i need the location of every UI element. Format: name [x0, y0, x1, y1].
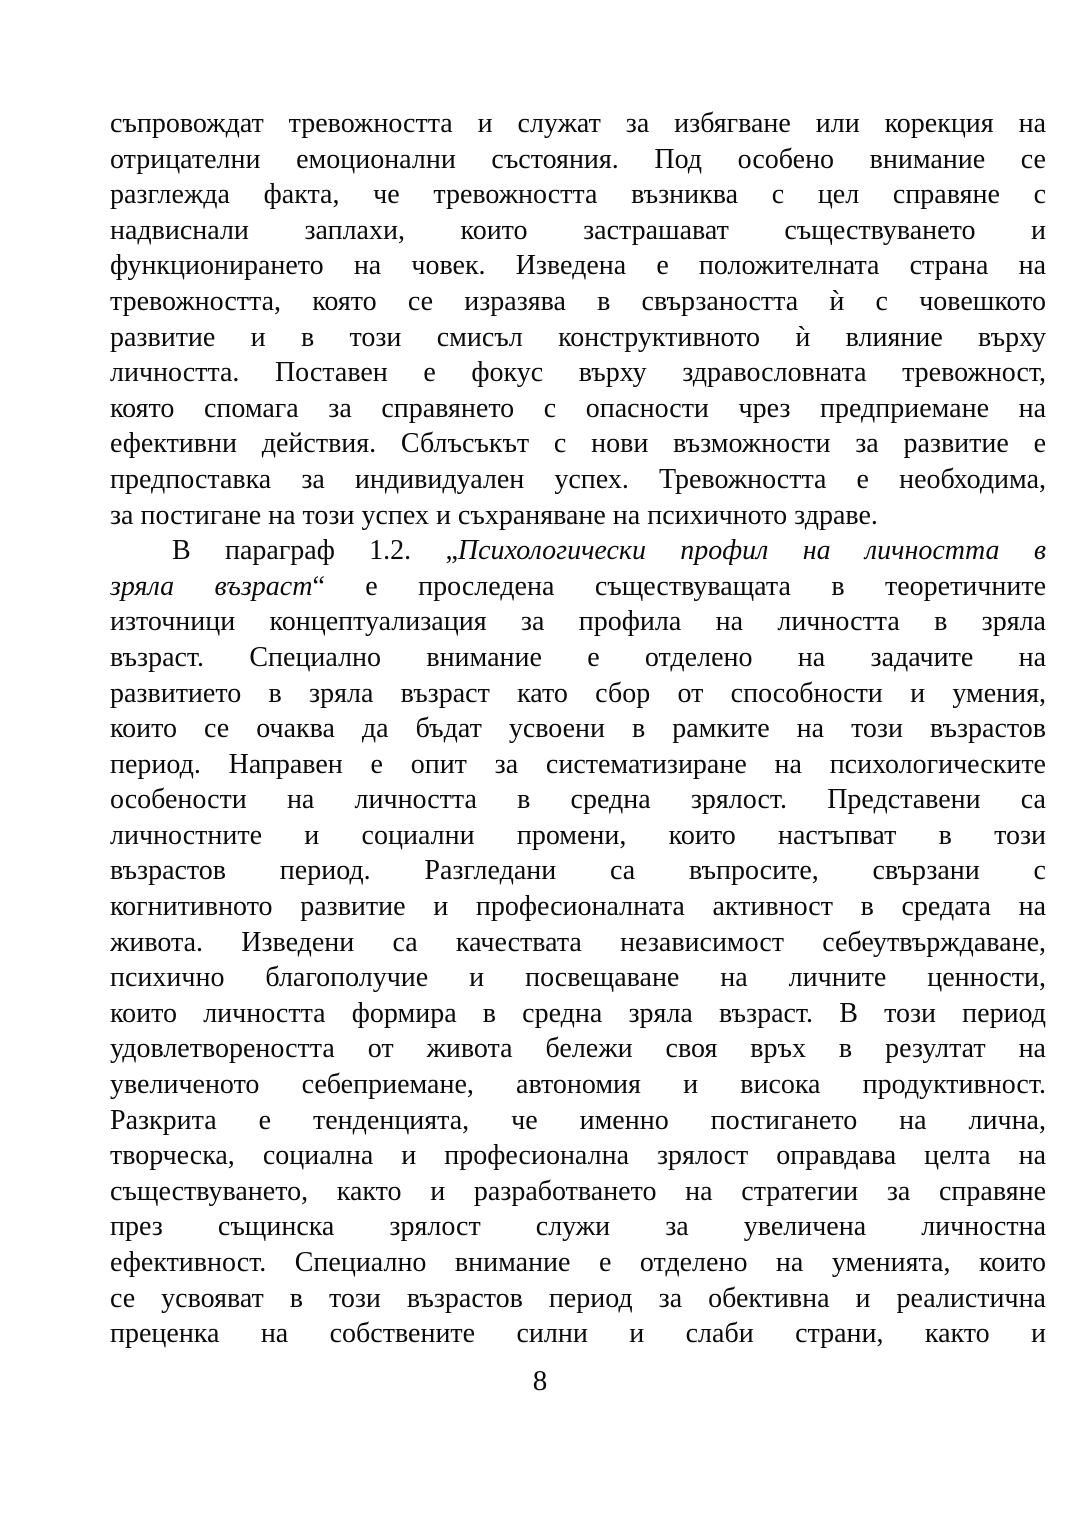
text-line — [110, 533, 1046, 569]
text-segment: личността. Поставен е фокус върху здравословната тревожност, — [110, 357, 1046, 389]
text-line — [110, 569, 1046, 605]
text-segment: надвиснали заплахи, които застрашават съществуването и — [110, 214, 1046, 246]
text-line — [110, 853, 1046, 889]
text-line — [110, 391, 1046, 427]
text-segment: психично благополучие и посвещаване на личните ценности, — [110, 962, 1046, 994]
text-line — [110, 177, 1046, 213]
text-line — [110, 1138, 1046, 1174]
text-segment: личностните и социални промени, които настъпват в този — [110, 819, 1046, 851]
text-segment: възрастов период. Разгледани са въпросите, свързани с — [110, 855, 1046, 887]
text-segment: източници концептуализация за профила на личността в зряла — [110, 606, 1046, 638]
text-segment: творческа, социална и професионална зрялост оправдава целта на — [110, 1140, 1046, 1172]
text-line — [110, 1281, 1046, 1317]
text-segment: развитието в зряла възраст като сбор от способности и умения, — [110, 677, 1046, 709]
text-segment: предпоставка за индивидуален успех. Тревожността е необходима, — [110, 463, 1046, 495]
text-segment: период. Направен е опит за систематизиране на психологическите — [110, 748, 1046, 780]
text-line — [110, 142, 1046, 178]
text-segment: ефективност. Специално внимание е отделено на уменията, които — [110, 1247, 1046, 1278]
text-line — [110, 1316, 1046, 1352]
text-segment: В параграф 1.2. „ — [172, 535, 458, 567]
text-segment: преценка на собствените силни и слаби страни, както и — [110, 1318, 1046, 1350]
text-line — [110, 711, 1046, 747]
text-segment: удовлетвореността от живота бележи своя връх в резултат на — [110, 1033, 1046, 1065]
text-line — [110, 426, 1046, 462]
document-text — [110, 106, 1046, 1352]
text-segment: Разкрита е тенденцията, че именно постигането на лична, — [110, 1104, 1046, 1136]
text-segment: за постигане на този успех и съхраняване на психичното здраве. — [110, 499, 878, 531]
text-segment: разглежда факта, че тревожността възниква с цел справяне с — [110, 179, 1046, 211]
text-segment: съпровождат тревожността и служат за избягване или корекция на — [110, 108, 1046, 139]
text-segment: когнитивното развитие и професионалната активност в средата на — [110, 891, 1046, 923]
text-line — [110, 604, 1046, 640]
text-line — [110, 1067, 1046, 1103]
text-line — [110, 676, 1046, 712]
italic-text-segment: зряла възраст — [110, 570, 313, 602]
italic-text-segment: Психологически профил на личността в — [457, 535, 1046, 567]
text-segment: които се очаква да бъдат усвоени в рамките на този възрастов — [110, 713, 1046, 745]
text-line — [110, 284, 1046, 320]
text-segment: ефективни действия. Сблъсъкът с нови възможности за развитие е — [110, 428, 1046, 460]
text-line — [110, 462, 1046, 498]
text-line — [110, 1174, 1046, 1210]
text-segment: функционирането на човек. Изведена е положителната страна на — [110, 250, 1046, 282]
text-line — [110, 213, 1046, 249]
text-line — [110, 106, 1046, 142]
text-segment: увеличеното себеприемане, автономия и висока продуктивност. — [110, 1069, 1046, 1101]
text-segment: тревожността, която се изразява в свързаността ѝ с човешкото — [110, 285, 1046, 317]
text-line — [110, 960, 1046, 996]
text-line — [110, 889, 1046, 925]
text-segment: живота. Изведени са качествата независимост себеутвърждаване, — [110, 926, 1046, 958]
text-segment: особености на личността в средна зрялост. Представени са — [110, 784, 1046, 816]
text-segment: която спомага за справянето с опасности чрез предприемане на — [110, 392, 1046, 424]
text-line — [110, 640, 1046, 676]
text-line — [110, 248, 1046, 284]
text-segment: “ е проследена съществуващата в теоретичните — [312, 570, 1046, 602]
text-line — [110, 320, 1046, 356]
text-line — [110, 1245, 1046, 1281]
text-segment: отрицателни емоционални състояния. Под особено внимание се — [110, 143, 1046, 175]
text-segment: съществуването, както и разработването на стратегии за справяне — [110, 1175, 1046, 1207]
text-line — [110, 498, 1046, 534]
text-line — [110, 818, 1046, 854]
text-line — [110, 782, 1046, 818]
text-segment: които личността формира в средна зряла възраст. В този период — [110, 997, 1046, 1029]
text-line — [110, 355, 1046, 391]
text-line — [110, 925, 1046, 961]
text-line — [110, 1031, 1046, 1067]
text-segment: възраст. Специално внимание е отделено на задачите на — [110, 641, 1046, 673]
text-segment: развитие и в този смисъл конструктивното ѝ влияние върху — [110, 321, 1046, 353]
text-line — [110, 747, 1046, 783]
text-line — [110, 1209, 1046, 1245]
text-segment: се усвояват в този възрастов период за обективна и реалистична — [110, 1282, 1046, 1314]
text-line — [110, 996, 1046, 1032]
text-segment: през същинска зрялост служи за увеличена личностна — [110, 1211, 1046, 1243]
page-number: 8 — [532, 1365, 548, 1397]
text-line — [110, 1103, 1046, 1139]
